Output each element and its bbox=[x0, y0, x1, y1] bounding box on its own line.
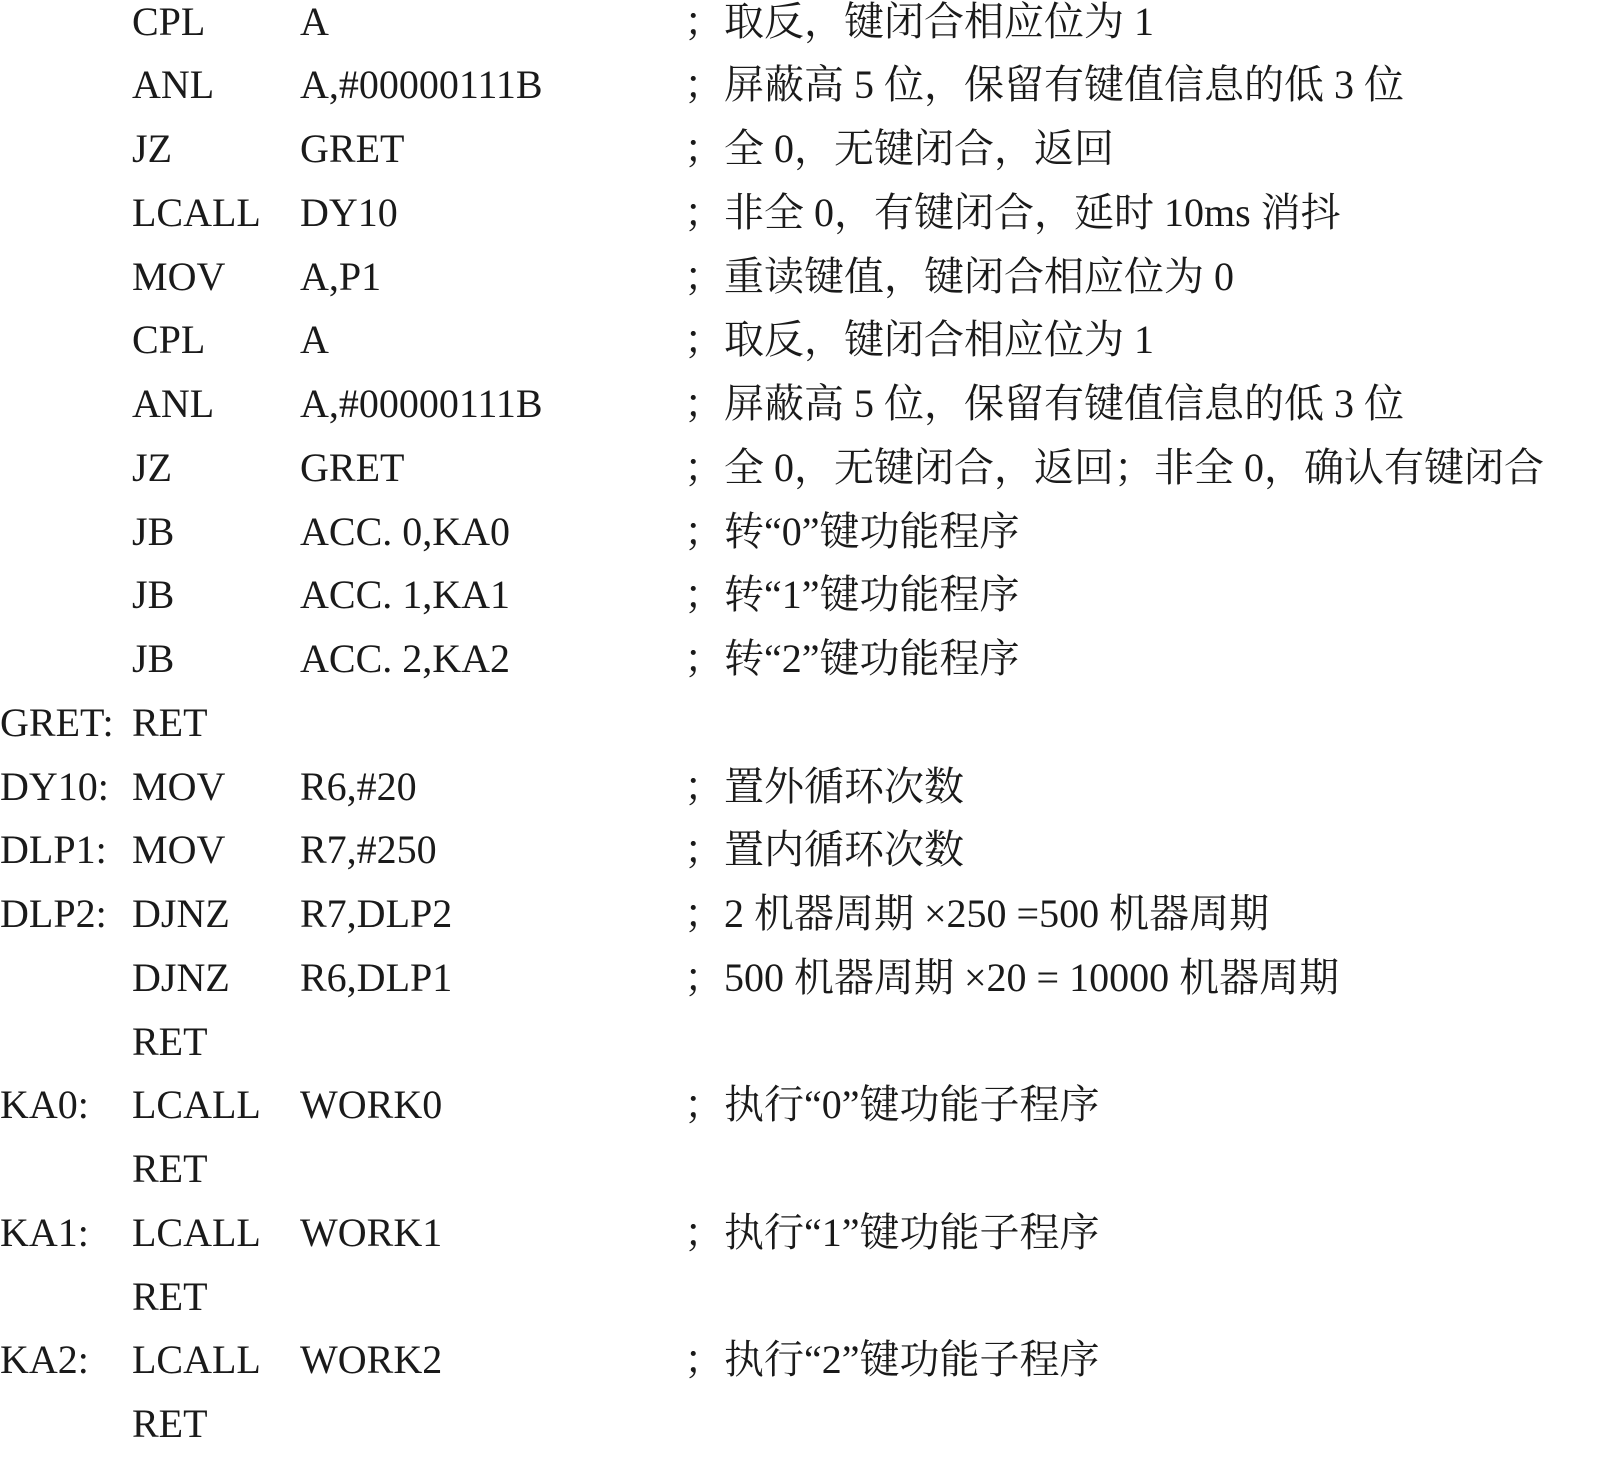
line-operand: GRET bbox=[300, 126, 405, 171]
line-comment: ；执行“2”键功能子程序 bbox=[684, 1337, 1100, 1382]
code-line bbox=[0, 573, 1612, 639]
code-line bbox=[0, 1020, 1612, 1086]
line-comment: ；执行“1”键功能子程序 bbox=[684, 1210, 1100, 1255]
line-label: KA0: bbox=[0, 1082, 89, 1127]
code-line bbox=[0, 1275, 1612, 1341]
code-line bbox=[0, 127, 1612, 193]
line-comment: ；非全 0，有键闭合，延时 10ms 消抖 bbox=[684, 190, 1341, 235]
line-label: DLP1: bbox=[0, 827, 107, 872]
code-line bbox=[0, 318, 1612, 384]
code-line bbox=[0, 956, 1612, 1022]
code-line bbox=[0, 828, 1612, 894]
line-operand: ACC. 0,KA0 bbox=[300, 509, 511, 554]
line-mnemonic: MOV bbox=[132, 254, 226, 299]
line-mnemonic: RET bbox=[132, 700, 208, 745]
line-label: KA1: bbox=[0, 1210, 89, 1255]
line-label: DLP2: bbox=[0, 891, 107, 936]
line-mnemonic: LCALL bbox=[132, 190, 261, 235]
code-line bbox=[0, 382, 1612, 448]
line-operand: GRET bbox=[300, 445, 405, 490]
line-label: GRET: bbox=[0, 700, 114, 745]
line-mnemonic: CPL bbox=[132, 317, 206, 362]
line-mnemonic: RET bbox=[132, 1274, 208, 1319]
code-line bbox=[0, 1211, 1612, 1277]
line-comment: ；500 机器周期 ×20 = 10000 机器周期 bbox=[684, 955, 1340, 1000]
line-operand: A,#00000111B bbox=[300, 381, 543, 426]
line-comment: ；2 机器周期 ×250 =500 机器周期 bbox=[684, 891, 1270, 936]
line-operand: WORK1 bbox=[300, 1210, 443, 1255]
line-mnemonic: RET bbox=[132, 1146, 208, 1191]
line-mnemonic: ANL bbox=[132, 381, 215, 426]
line-operand: A,#00000111B bbox=[300, 62, 543, 107]
line-comment: ；置内循环次数 bbox=[684, 827, 964, 872]
line-mnemonic: MOV bbox=[132, 827, 226, 872]
line-comment: ；执行“0”键功能子程序 bbox=[684, 1082, 1100, 1127]
code-line bbox=[0, 765, 1612, 831]
line-mnemonic: MOV bbox=[132, 764, 226, 809]
line-comment: ；屏蔽高 5 位，保留有键值信息的低 3 位 bbox=[684, 381, 1404, 426]
line-mnemonic: LCALL bbox=[132, 1210, 261, 1255]
line-mnemonic: JB bbox=[132, 572, 175, 617]
line-operand: ACC. 2,KA2 bbox=[300, 636, 511, 681]
line-mnemonic: ANL bbox=[132, 62, 215, 107]
line-comment: ；转“2”键功能程序 bbox=[684, 636, 1020, 681]
line-mnemonic: LCALL bbox=[132, 1337, 261, 1382]
line-mnemonic: CPL bbox=[132, 0, 206, 44]
code-line bbox=[0, 1147, 1612, 1213]
line-operand: WORK2 bbox=[300, 1337, 443, 1382]
line-operand: R7,DLP2 bbox=[300, 891, 453, 936]
line-comment: ；全 0，无键闭合，返回；非全 0，确认有键闭合 bbox=[684, 445, 1544, 490]
code-line bbox=[0, 637, 1612, 703]
line-mnemonic: JB bbox=[132, 636, 175, 681]
line-mnemonic: RET bbox=[132, 1401, 208, 1446]
line-comment: ；取反，键闭合相应位为 1 bbox=[684, 317, 1154, 362]
line-mnemonic: DJNZ bbox=[132, 891, 230, 936]
line-comment: ；全 0，无键闭合，返回 bbox=[684, 126, 1114, 171]
line-operand: R6,DLP1 bbox=[300, 955, 453, 1000]
line-comment: ；置外循环次数 bbox=[684, 764, 964, 809]
line-comment: ；取反，键闭合相应位为 1 bbox=[684, 0, 1154, 44]
code-line bbox=[0, 63, 1612, 129]
line-operand: R7,#250 bbox=[300, 827, 437, 872]
code-line bbox=[0, 191, 1612, 257]
line-operand: ACC. 1,KA1 bbox=[300, 572, 511, 617]
line-mnemonic: JZ bbox=[132, 445, 172, 490]
line-operand: WORK0 bbox=[300, 1082, 443, 1127]
code-line bbox=[0, 446, 1612, 512]
code-line bbox=[0, 0, 1612, 66]
line-mnemonic: RET bbox=[132, 1019, 208, 1064]
line-comment: ；屏蔽高 5 位，保留有键值信息的低 3 位 bbox=[684, 62, 1404, 107]
line-comment: ；转“1”键功能程序 bbox=[684, 572, 1020, 617]
code-line bbox=[0, 1083, 1612, 1149]
line-operand: DY10 bbox=[300, 190, 398, 235]
line-comment: ；重读键值，键闭合相应位为 0 bbox=[684, 254, 1234, 299]
line-label: KA2: bbox=[0, 1337, 89, 1382]
line-operand: A bbox=[300, 0, 329, 44]
line-label: DY10: bbox=[0, 764, 109, 809]
line-operand: A bbox=[300, 317, 329, 362]
line-mnemonic: JZ bbox=[132, 126, 172, 171]
line-mnemonic: LCALL bbox=[132, 1082, 261, 1127]
line-comment: ；转“0”键功能程序 bbox=[684, 509, 1020, 554]
code-line bbox=[0, 510, 1612, 576]
line-mnemonic: DJNZ bbox=[132, 955, 230, 1000]
code-line bbox=[0, 255, 1612, 321]
line-operand: R6,#20 bbox=[300, 764, 417, 809]
line-mnemonic: JB bbox=[132, 509, 175, 554]
code-line bbox=[0, 701, 1612, 767]
line-operand: A,P1 bbox=[300, 254, 382, 299]
code-line bbox=[0, 892, 1612, 958]
code-line bbox=[0, 1402, 1612, 1468]
code-line bbox=[0, 1338, 1612, 1404]
